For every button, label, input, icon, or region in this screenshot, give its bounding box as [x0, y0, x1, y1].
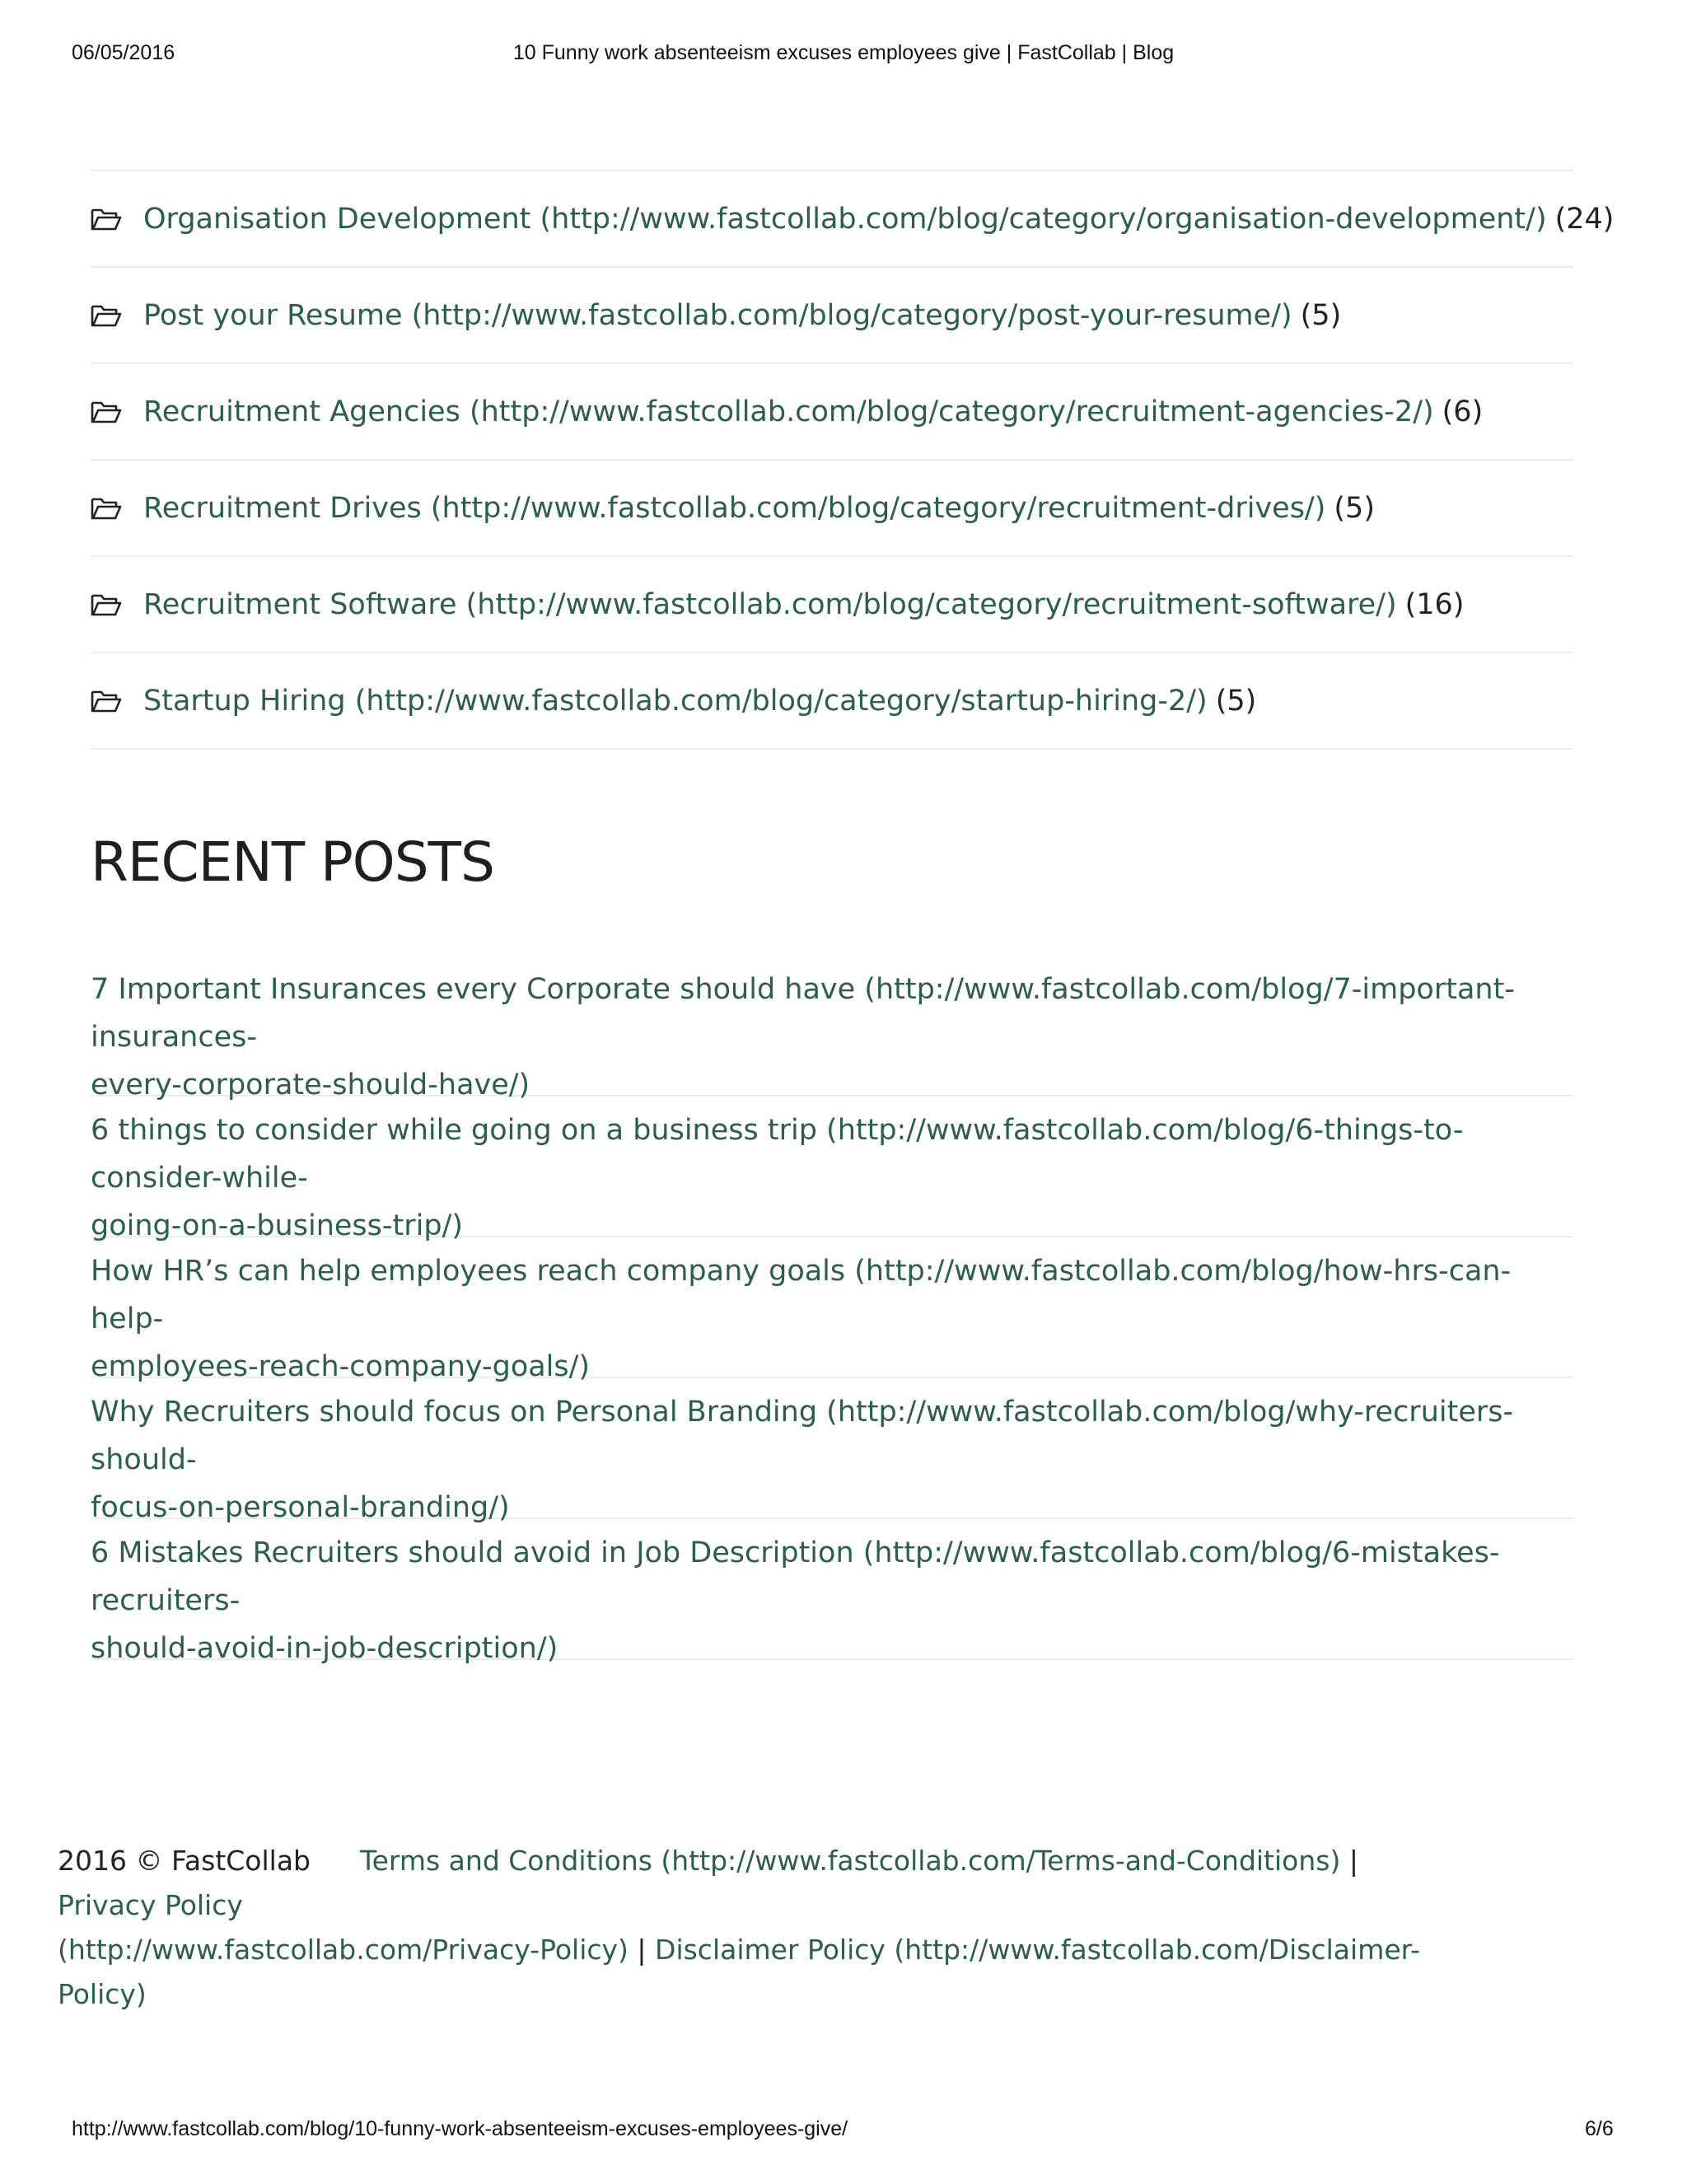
folder-open-icon: [91, 593, 122, 616]
privacy-link-label: Privacy Policy: [58, 1889, 243, 1921]
recent-post-link-line1: Why Recruiters should focus on Personal Branding (http://www.fastcollab.com/blog/why-recruiters-should-: [91, 1396, 1514, 1476]
category-link[interactable]: Startup Hiring (http://www.fastcollab.com/blog/category/startup-hiring-2/): [143, 684, 1208, 718]
copyright-text: 2016 © FastCollab: [58, 1845, 311, 1877]
print-page-url: http://www.fastcollab.com/blog/10-funny-work-absenteeism-excuses-employees-give/: [72, 2117, 848, 2140]
recent-post-link-line1: 6 things to consider while going on a business trip (http://www.fastcollab.com/blog/6-things-to-consider-while-: [91, 1114, 1464, 1195]
privacy-link-url: (http://www.fastcollab.com/Privacy-Policy): [58, 1934, 629, 1966]
recent-post-item: [91, 1097, 1573, 1242]
print-page-number: 6/6: [1585, 2117, 1614, 2140]
recent-post-link-line2: focus-on-personal-branding/): [91, 1491, 510, 1524]
category-count: (5): [1334, 491, 1375, 525]
recent-post-link[interactable]: [91, 1396, 1513, 1524]
disclaimer-link[interactable]: Disclaimer Policy (http://www.fastcollab.com/Disclaimer-Policy): [58, 1934, 1421, 2010]
recent-post-link-line2: every-corporate-should-have/): [91, 1069, 530, 1101]
recent-post-link-line1: How HR’s can help employees reach company goals (http://www.fastcollab.com/blog/how-hrs-can-help-: [91, 1255, 1512, 1335]
category-item: [91, 461, 1573, 557]
recent-post-link[interactable]: [91, 1255, 1511, 1383]
folder-open-icon: [91, 304, 122, 327]
category-count: (24): [1554, 202, 1615, 236]
site-footer: [58, 1839, 1458, 2017]
footer-separator: |: [1348, 1845, 1358, 1877]
folder-open-icon: [91, 208, 122, 231]
recent-post-link-line1: 6 Mistakes Recruiters should avoid in Job Description (http://www.fastcollab.com/blog/6-mistakes-recruiters-: [91, 1536, 1500, 1617]
print-header: [0, 41, 1687, 71]
recent-post-link[interactable]: [91, 1536, 1500, 1665]
recent-post-link[interactable]: [91, 973, 1515, 1101]
category-link[interactable]: Recruitment Software (http://www.fastcollab.com/blog/category/recruitment-software/): [143, 587, 1397, 621]
category-link[interactable]: Recruitment Drives (http://www.fastcollab.com/blog/category/recruitment-drives/): [143, 491, 1326, 525]
category-count: (6): [1442, 395, 1484, 428]
recent-post-item: [91, 1237, 1573, 1383]
recent-post-link-line2: going-on-a-business-trip/): [91, 1209, 464, 1242]
folder-open-icon: [91, 690, 122, 713]
folder-open-icon: [91, 400, 122, 423]
category-link[interactable]: Recruitment Agencies (http://www.fastcollab.com/blog/category/recruitment-agencies-2/): [143, 395, 1434, 428]
print-page-title: 10 Funny work absenteeism excuses employees give | FastCollab | Blog: [512, 41, 1175, 64]
recent-post-item: [91, 1378, 1573, 1524]
recent-post-link-line2: should-avoid-in-job-description/): [91, 1632, 558, 1665]
recent-post-link-line1: 7 Important Insurances every Corporate should have (http://www.fastcollab.com/blog/7-important-insurances-: [91, 973, 1515, 1054]
privacy-link[interactable]: [58, 1889, 629, 1966]
category-item: [91, 557, 1573, 653]
category-item: [91, 364, 1573, 461]
category-count: (5): [1215, 684, 1257, 718]
category-item: [91, 653, 1573, 750]
recent-posts-list: [91, 956, 1573, 1665]
recent-post-item: [91, 956, 1573, 1101]
category-link[interactable]: Organisation Development (http://www.fastcollab.com/blog/category/organisation-development/): [143, 202, 1547, 236]
folder-open-icon: [91, 497, 122, 520]
terms-link[interactable]: Terms and Conditions (http://www.fastcollab.com/Terms-and-Conditions): [360, 1845, 1341, 1877]
recent-post-link[interactable]: [91, 1114, 1463, 1242]
category-link[interactable]: Post your Resume (http://www.fastcollab.com/blog/category/post-your-resume/): [143, 298, 1292, 332]
category-count: (16): [1404, 587, 1465, 621]
recent-post-link-line2: employees-reach-company-goals/): [91, 1350, 591, 1383]
print-date: 06/05/2016: [72, 41, 175, 64]
category-count: (5): [1300, 298, 1342, 332]
category-item: [91, 171, 1615, 268]
recent-post-item: [91, 1519, 1573, 1665]
footer-separator: |: [637, 1934, 647, 1966]
recent-posts-heading: RECENT POSTS: [91, 830, 494, 894]
category-list: [91, 170, 1615, 750]
category-item: [91, 268, 1573, 364]
